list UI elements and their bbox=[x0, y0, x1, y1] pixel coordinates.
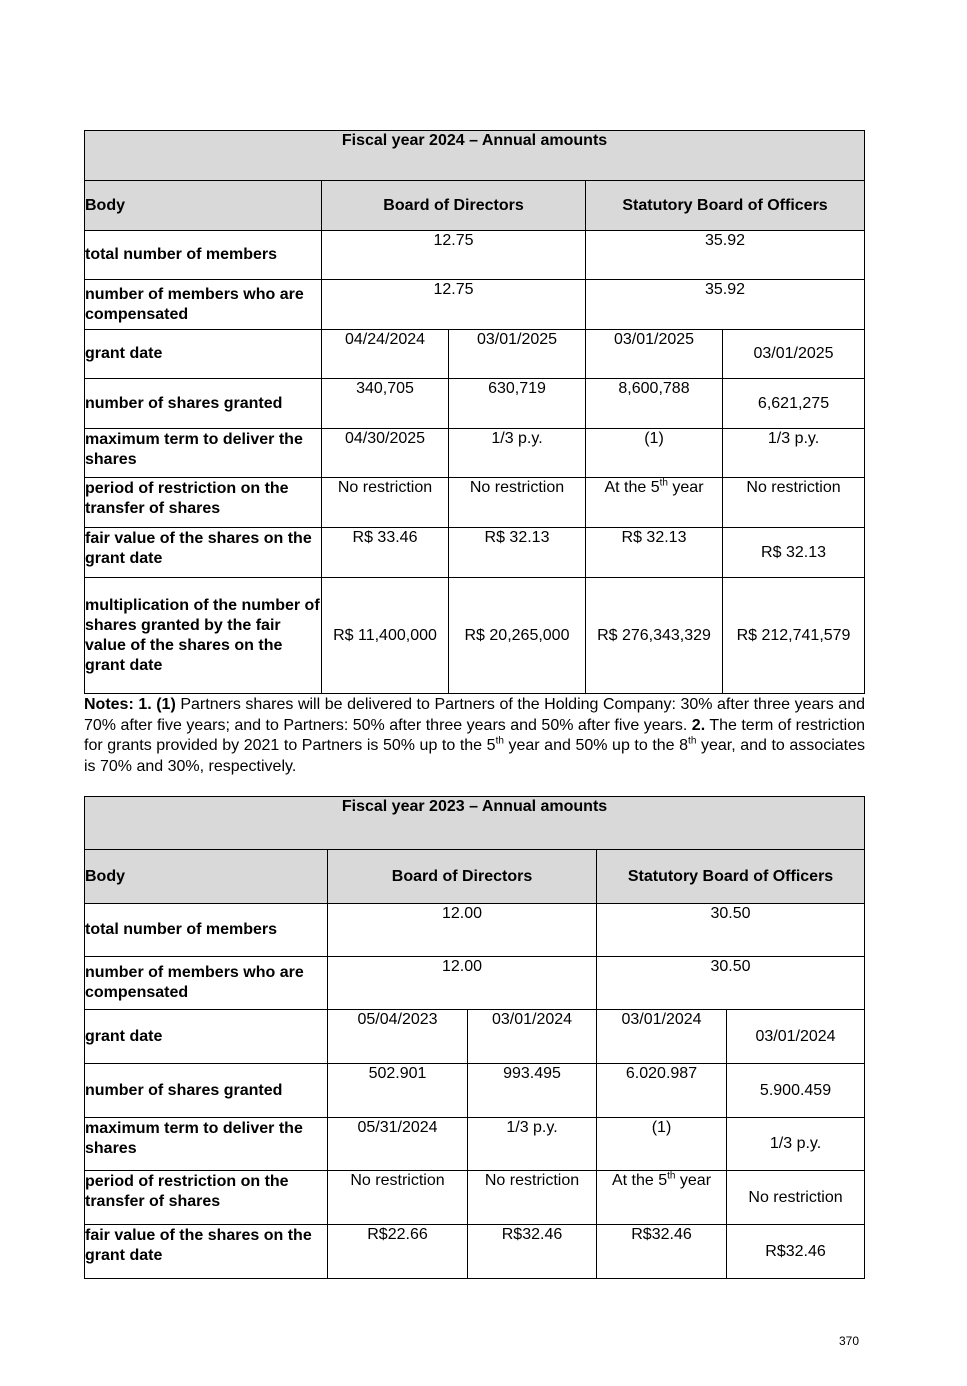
cell-value: No restriction bbox=[328, 1171, 468, 1225]
row-label-compensated-members: number of members who are compensated bbox=[85, 280, 322, 330]
row-label-max-term: maximum term to deliver the shares bbox=[85, 429, 322, 478]
cell-value: 340,705 bbox=[322, 379, 449, 429]
row-label-restriction: period of restriction on the transfer of shares bbox=[85, 1171, 328, 1225]
cell-value: 05/31/2024 bbox=[328, 1118, 468, 1171]
cell-value: 993.495 bbox=[468, 1064, 597, 1118]
table-fiscal-2024 bbox=[84, 130, 865, 694]
header-statutory-board: Statutory Board of Officers bbox=[597, 850, 865, 904]
cell-value: At the 5th year bbox=[597, 1171, 727, 1225]
cell-value: No restriction bbox=[727, 1171, 865, 1225]
cell-value: 04/24/2024 bbox=[322, 330, 449, 379]
notes-text: Partners shares will be delivered to Partners of the Holding Company: 30% after three years and 70% after five years; and to Partners: 50% after three years and 50% after five years. bbox=[84, 696, 866, 734]
table-title: Fiscal year 2023 – Annual amounts bbox=[85, 797, 865, 850]
cell-value: 05/04/2023 bbox=[328, 1010, 468, 1064]
cell-value: 04/30/2025 bbox=[322, 429, 449, 478]
cell-value: 1/3 p.y. bbox=[468, 1118, 597, 1171]
cell-value: R$ 32.13 bbox=[723, 528, 865, 578]
cell-value: 03/01/2024 bbox=[727, 1010, 865, 1064]
cell-value: 1/3 p.y. bbox=[727, 1118, 865, 1171]
row-label-total-members: total number of members bbox=[85, 904, 328, 957]
cell-value: R$22.66 bbox=[328, 1225, 468, 1279]
cell-value: 6.020.987 bbox=[597, 1064, 727, 1118]
notes-sup: th bbox=[688, 735, 697, 747]
cell-value: 03/01/2025 bbox=[723, 330, 865, 379]
table-fiscal-2023 bbox=[84, 796, 865, 1279]
cell-value: 03/01/2024 bbox=[468, 1010, 597, 1064]
cell-value: 12.00 bbox=[328, 957, 597, 1010]
notes-text: year and 50% up to the 8 bbox=[503, 737, 689, 754]
cell-value: 30.50 bbox=[597, 904, 865, 957]
cell-value: 630,719 bbox=[449, 379, 586, 429]
cell-value: No restriction bbox=[449, 478, 586, 528]
row-label-multiplication: multiplication of the number of shares granted by the fair value of the shares on the grant date bbox=[85, 578, 322, 694]
notes-sup: th bbox=[495, 735, 504, 747]
cell-value: (1) bbox=[586, 429, 723, 478]
notes-text: year, and to associates is 70% and 30%, respectively. bbox=[84, 737, 866, 775]
cell-value: R$ 33.46 bbox=[322, 528, 449, 578]
row-label-compensated-members: number of members who are compensated bbox=[85, 957, 328, 1010]
cell-value: 35.92 bbox=[586, 231, 865, 280]
cell-value: 5.900.459 bbox=[727, 1064, 865, 1118]
cell-value: R$ 20,265,000 bbox=[449, 578, 586, 694]
cell-value: No restriction bbox=[468, 1171, 597, 1225]
notes-label: 2. bbox=[691, 716, 706, 734]
notes-paragraph bbox=[84, 695, 865, 777]
row-label-grant-date: grant date bbox=[85, 1010, 328, 1064]
page-number: 370 bbox=[839, 1334, 860, 1348]
row-label-fair-value: fair value of the shares on the grant date bbox=[85, 1225, 328, 1279]
header-body: Body bbox=[85, 181, 322, 231]
cell-value: 12.75 bbox=[322, 280, 586, 330]
row-label-total-members: total number of members bbox=[85, 231, 322, 280]
cell-value: R$ 212,741,579 bbox=[723, 578, 865, 694]
cell-value: R$32.46 bbox=[597, 1225, 727, 1279]
cell-value: 03/01/2024 bbox=[597, 1010, 727, 1064]
cell-value: 30.50 bbox=[597, 957, 865, 1010]
cell-value: 12.00 bbox=[328, 904, 597, 957]
cell-value: 1/3 p.y. bbox=[449, 429, 586, 478]
cell-value: 502.901 bbox=[328, 1064, 468, 1118]
cell-value: At the 5th year bbox=[586, 478, 723, 528]
row-label-max-term: maximum term to deliver the shares bbox=[85, 1118, 328, 1171]
notes-label: Notes: 1. (1) bbox=[84, 696, 176, 713]
cell-value: R$ 32.13 bbox=[449, 528, 586, 578]
cell-value: R$32.46 bbox=[727, 1225, 865, 1279]
notes-text: The term of restriction for grants provided by 2021 to Partners is 50% up to the 5 bbox=[84, 716, 865, 754]
header-board-of-directors: Board of Directors bbox=[328, 850, 597, 904]
row-label-restriction: period of restriction on the transfer of shares bbox=[85, 478, 322, 528]
cell-value: (1) bbox=[597, 1118, 727, 1171]
cell-value: 6,621,275 bbox=[723, 379, 865, 429]
cell-value: 1/3 p.y. bbox=[723, 429, 865, 478]
cell-value: No restriction bbox=[723, 478, 865, 528]
cell-value: 35.92 bbox=[586, 280, 865, 330]
cell-value: R$ 32.13 bbox=[586, 528, 723, 578]
row-label-shares-granted: number of shares granted bbox=[85, 379, 322, 429]
row-label-grant-date: grant date bbox=[85, 330, 322, 379]
cell-value: 03/01/2025 bbox=[449, 330, 586, 379]
cell-value: No restriction bbox=[322, 478, 449, 528]
row-label-shares-granted: number of shares granted bbox=[85, 1064, 328, 1118]
header-board-of-directors: Board of Directors bbox=[322, 181, 586, 231]
cell-value: 12.75 bbox=[322, 231, 586, 280]
table-title: Fiscal year 2024 – Annual amounts bbox=[85, 131, 865, 181]
cell-value: R$32.46 bbox=[468, 1225, 597, 1279]
header-body: Body bbox=[85, 850, 328, 904]
cell-value: R$ 11,400,000 bbox=[322, 578, 449, 694]
header-statutory-board: Statutory Board of Officers bbox=[586, 181, 865, 231]
cell-value: 8,600,788 bbox=[586, 379, 723, 429]
row-label-fair-value: fair value of the shares on the grant date bbox=[85, 528, 322, 578]
cell-value: R$ 276,343,329 bbox=[586, 578, 723, 694]
cell-value: 03/01/2025 bbox=[586, 330, 723, 379]
